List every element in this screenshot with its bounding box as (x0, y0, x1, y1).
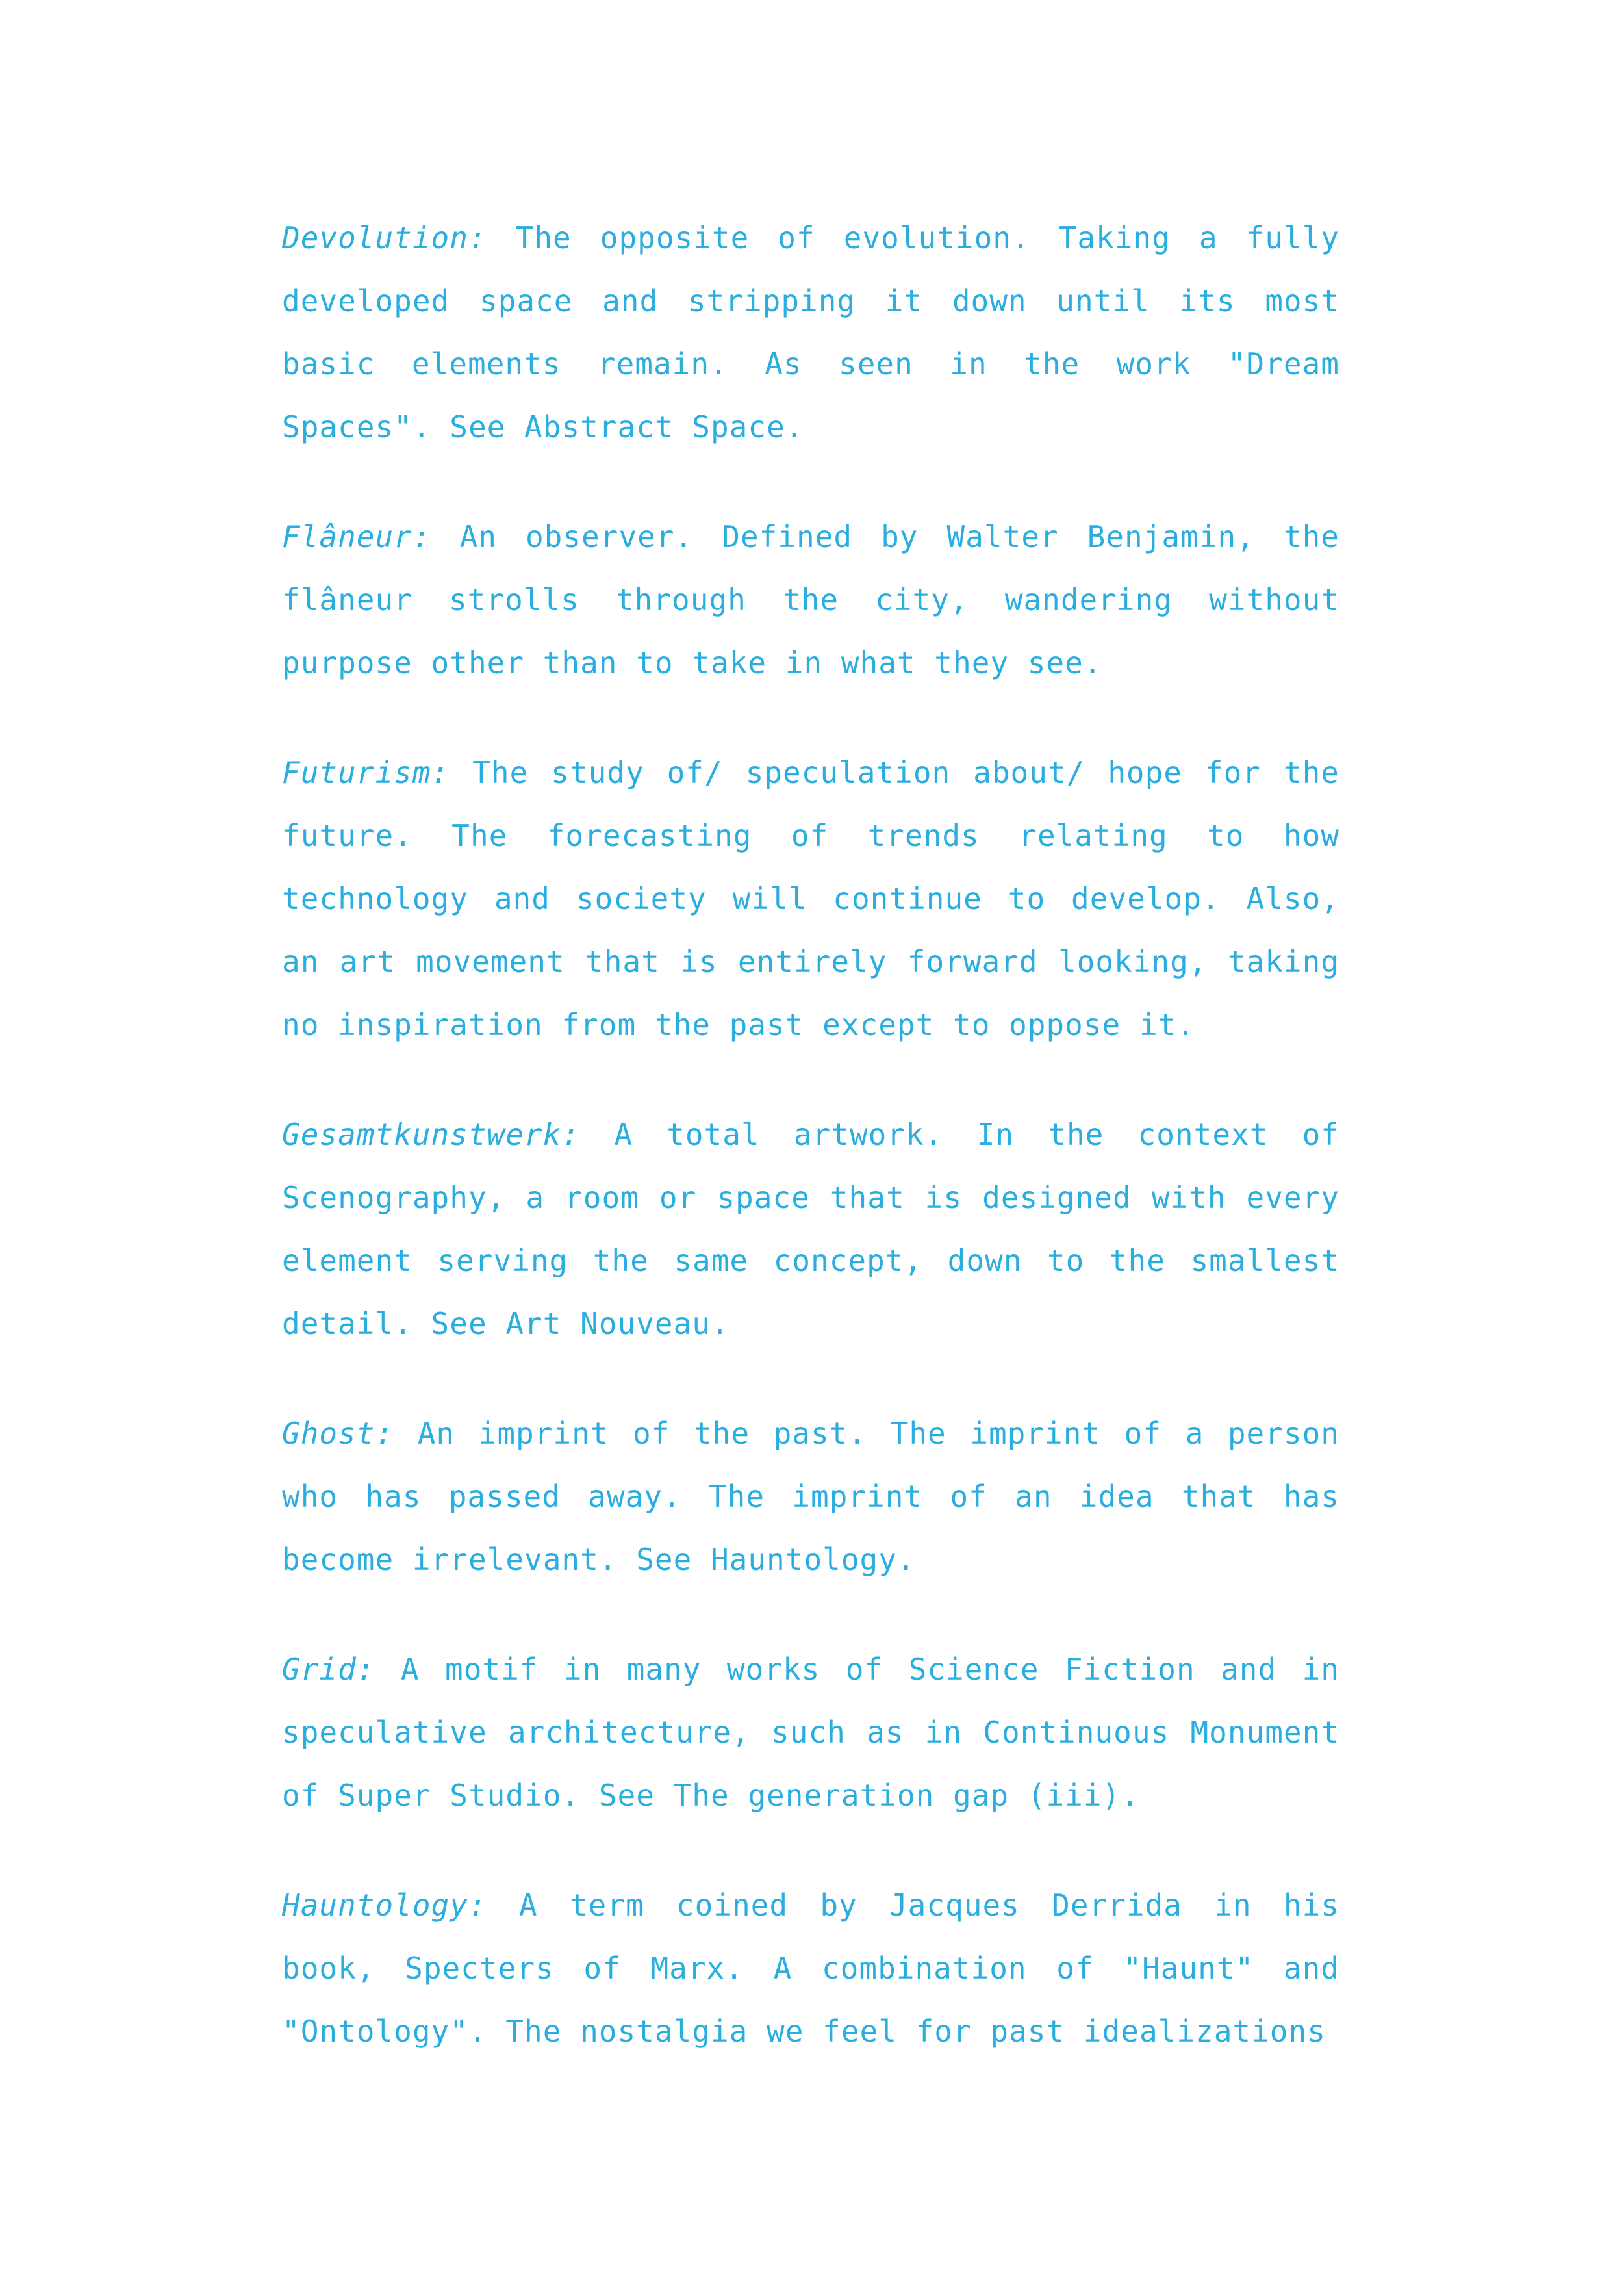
glossary-entry-grid (282, 1638, 1339, 1827)
glossary-term: Gesamtkunstwerk: (282, 1117, 581, 1152)
glossary-term: Devolution: (282, 220, 487, 255)
glossary-entry-flaneur (282, 506, 1339, 695)
glossary-entry-devolution (282, 207, 1339, 459)
glossary-definition: A term coined by Jacques Derrida in his book, Specters of Marx. A combination of "Haunt" and "Ontology". The nostalgia we feel for past idealizations (282, 1888, 1339, 2049)
glossary-term: Flâneur: (282, 519, 431, 554)
glossary-term: Hauntology: (282, 1888, 487, 1923)
glossary-definition: A total artwork. In the context of Scenography, a room or space that is designed with every element serving the same concept, down to the smallest detail. See Art Nouveau. (282, 1117, 1340, 1341)
glossary-entry-gesamtkunstwerk (282, 1103, 1339, 1355)
glossary-entry-ghost (282, 1402, 1339, 1591)
glossary-entry-hauntology (282, 1874, 1339, 2063)
glossary-definition: An observer. Defined by Walter Benjamin, the flâneur strolls through the city, wandering without purpose other than to take in what they see. (282, 519, 1339, 680)
glossary-definition: An imprint of the past. The imprint of a person who has passed away. The imprint of an idea that has become irrelevant. See Hauntology. (282, 1416, 1339, 1577)
glossary-term: Futurism: (282, 755, 450, 790)
glossary-term: Ghost: (282, 1416, 394, 1451)
glossary-definition: The opposite of evolution. Taking a fully developed space and stripping it down until its most basic elements remain. As seen in the work "Dream Spaces". See Abstract Space. (282, 220, 1339, 444)
glossary-term: Grid: (282, 1652, 375, 1687)
glossary-definition: The study of/ speculation about/ hope for the future. The forecasting of trends relating to how technology and society will continue to develop. Also, an art movement that is entirely forward looking, taking no inspiration from the past except to oppose it. (282, 755, 1339, 1042)
glossary-entry-futurism (282, 741, 1339, 1057)
glossary-page (282, 207, 1339, 2110)
glossary-definition: A motif in many works of Science Fiction and in speculative architecture, such as in Continuous Monument of Super Studio. See The generation gap (iii). (282, 1652, 1339, 1813)
